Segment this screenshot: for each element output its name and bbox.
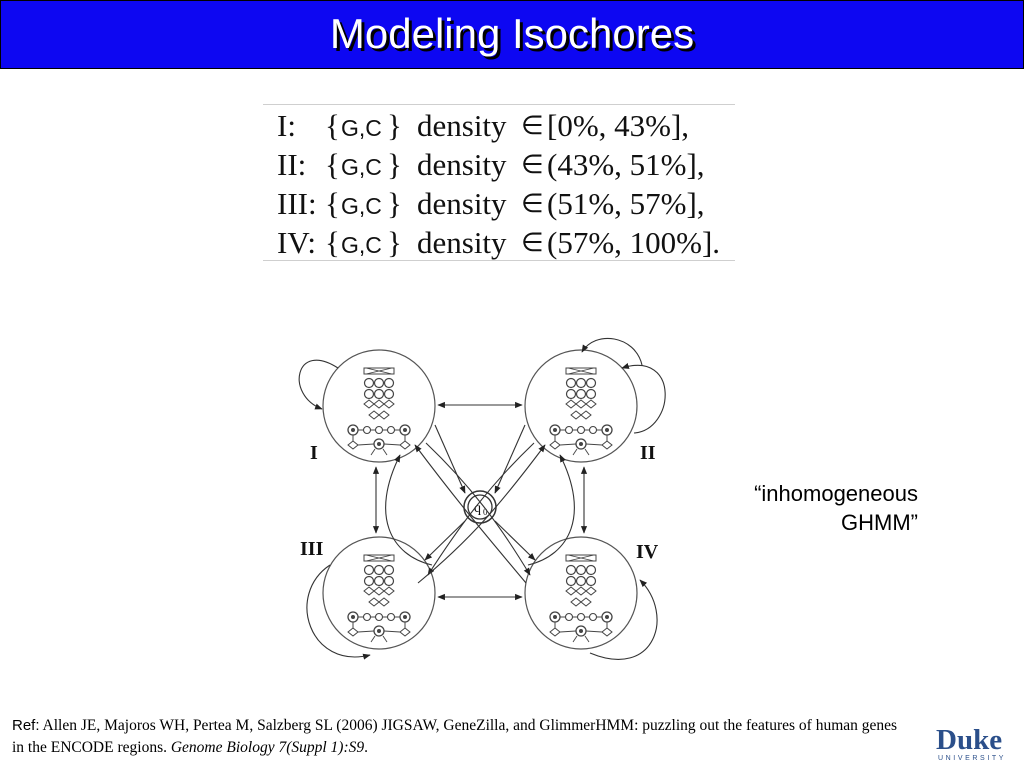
- density-word: density: [417, 225, 507, 260]
- interval: (43%, 51%],: [547, 147, 705, 182]
- state-label-i: I: [310, 442, 318, 464]
- element-of-symbol: ∈: [521, 228, 544, 257]
- density-word: density: [417, 147, 507, 182]
- density-word: density: [417, 186, 507, 221]
- open-brace: {: [325, 225, 340, 260]
- caption-line-1: “inhomogeneous: [754, 481, 918, 506]
- reference-end: .: [364, 739, 369, 756]
- caption-line-2: GHMM”: [841, 510, 918, 535]
- close-brace: }: [387, 147, 402, 182]
- isochore-label: III:: [277, 186, 317, 221]
- interval: (51%, 57%],: [547, 186, 705, 221]
- state-node-iii: [323, 537, 435, 649]
- bases: G,C: [341, 232, 382, 258]
- caption: [754, 479, 918, 537]
- bases: G,C: [341, 115, 382, 141]
- logo-subtitle: UNIVERSITY: [938, 755, 1007, 762]
- open-brace: {: [325, 147, 340, 182]
- isochore-label: I:: [277, 108, 296, 143]
- open-brace: {: [325, 108, 340, 143]
- state-node-i: [323, 350, 435, 462]
- density-table: [263, 92, 735, 262]
- state-node-iv: [525, 537, 637, 649]
- isochore-label: IV:: [277, 225, 317, 260]
- reference-text: Allen JE, Majoros WH, Pertea M, Salzberg SL (2006) JIGSAW, GeneZilla, and GlimmerHMM: puzzling out the features of human genes in the ENCODE regions.: [12, 717, 898, 756]
- state-label-ii: II: [640, 442, 656, 464]
- center-state-node: [464, 491, 496, 523]
- close-brace: }: [387, 186, 402, 221]
- slide-title: Modeling Isochores: [329, 10, 695, 57]
- svg-text:q: q: [474, 501, 481, 516]
- element-of-symbol: ∈: [521, 111, 544, 140]
- state-node-ii: [525, 350, 637, 462]
- isochore-label: II:: [277, 147, 307, 182]
- duke-logo: [936, 724, 1014, 764]
- element-of-symbol: ∈: [521, 189, 544, 218]
- open-brace: {: [325, 186, 340, 221]
- table-top-rule: [263, 104, 735, 105]
- state-label-iii: III: [300, 538, 324, 560]
- bases: G,C: [341, 154, 382, 180]
- close-brace: }: [387, 108, 402, 143]
- interval: (57%, 100%].: [547, 225, 721, 260]
- reference: [12, 715, 912, 759]
- interval: [0%, 43%],: [547, 108, 690, 143]
- ghmm-diagram: [290, 325, 680, 675]
- density-word: density: [417, 108, 507, 143]
- element-of-symbol: ∈: [521, 150, 544, 179]
- close-brace: }: [387, 225, 402, 260]
- svg-text:0: 0: [483, 507, 488, 517]
- reference-label: Ref:: [12, 717, 40, 734]
- reference-journal: Genome Biology 7(Suppl 1):S9: [170, 739, 365, 756]
- bases: G,C: [341, 193, 382, 219]
- state-label-iv: IV: [636, 541, 659, 563]
- logo-word: Duke: [936, 724, 1003, 756]
